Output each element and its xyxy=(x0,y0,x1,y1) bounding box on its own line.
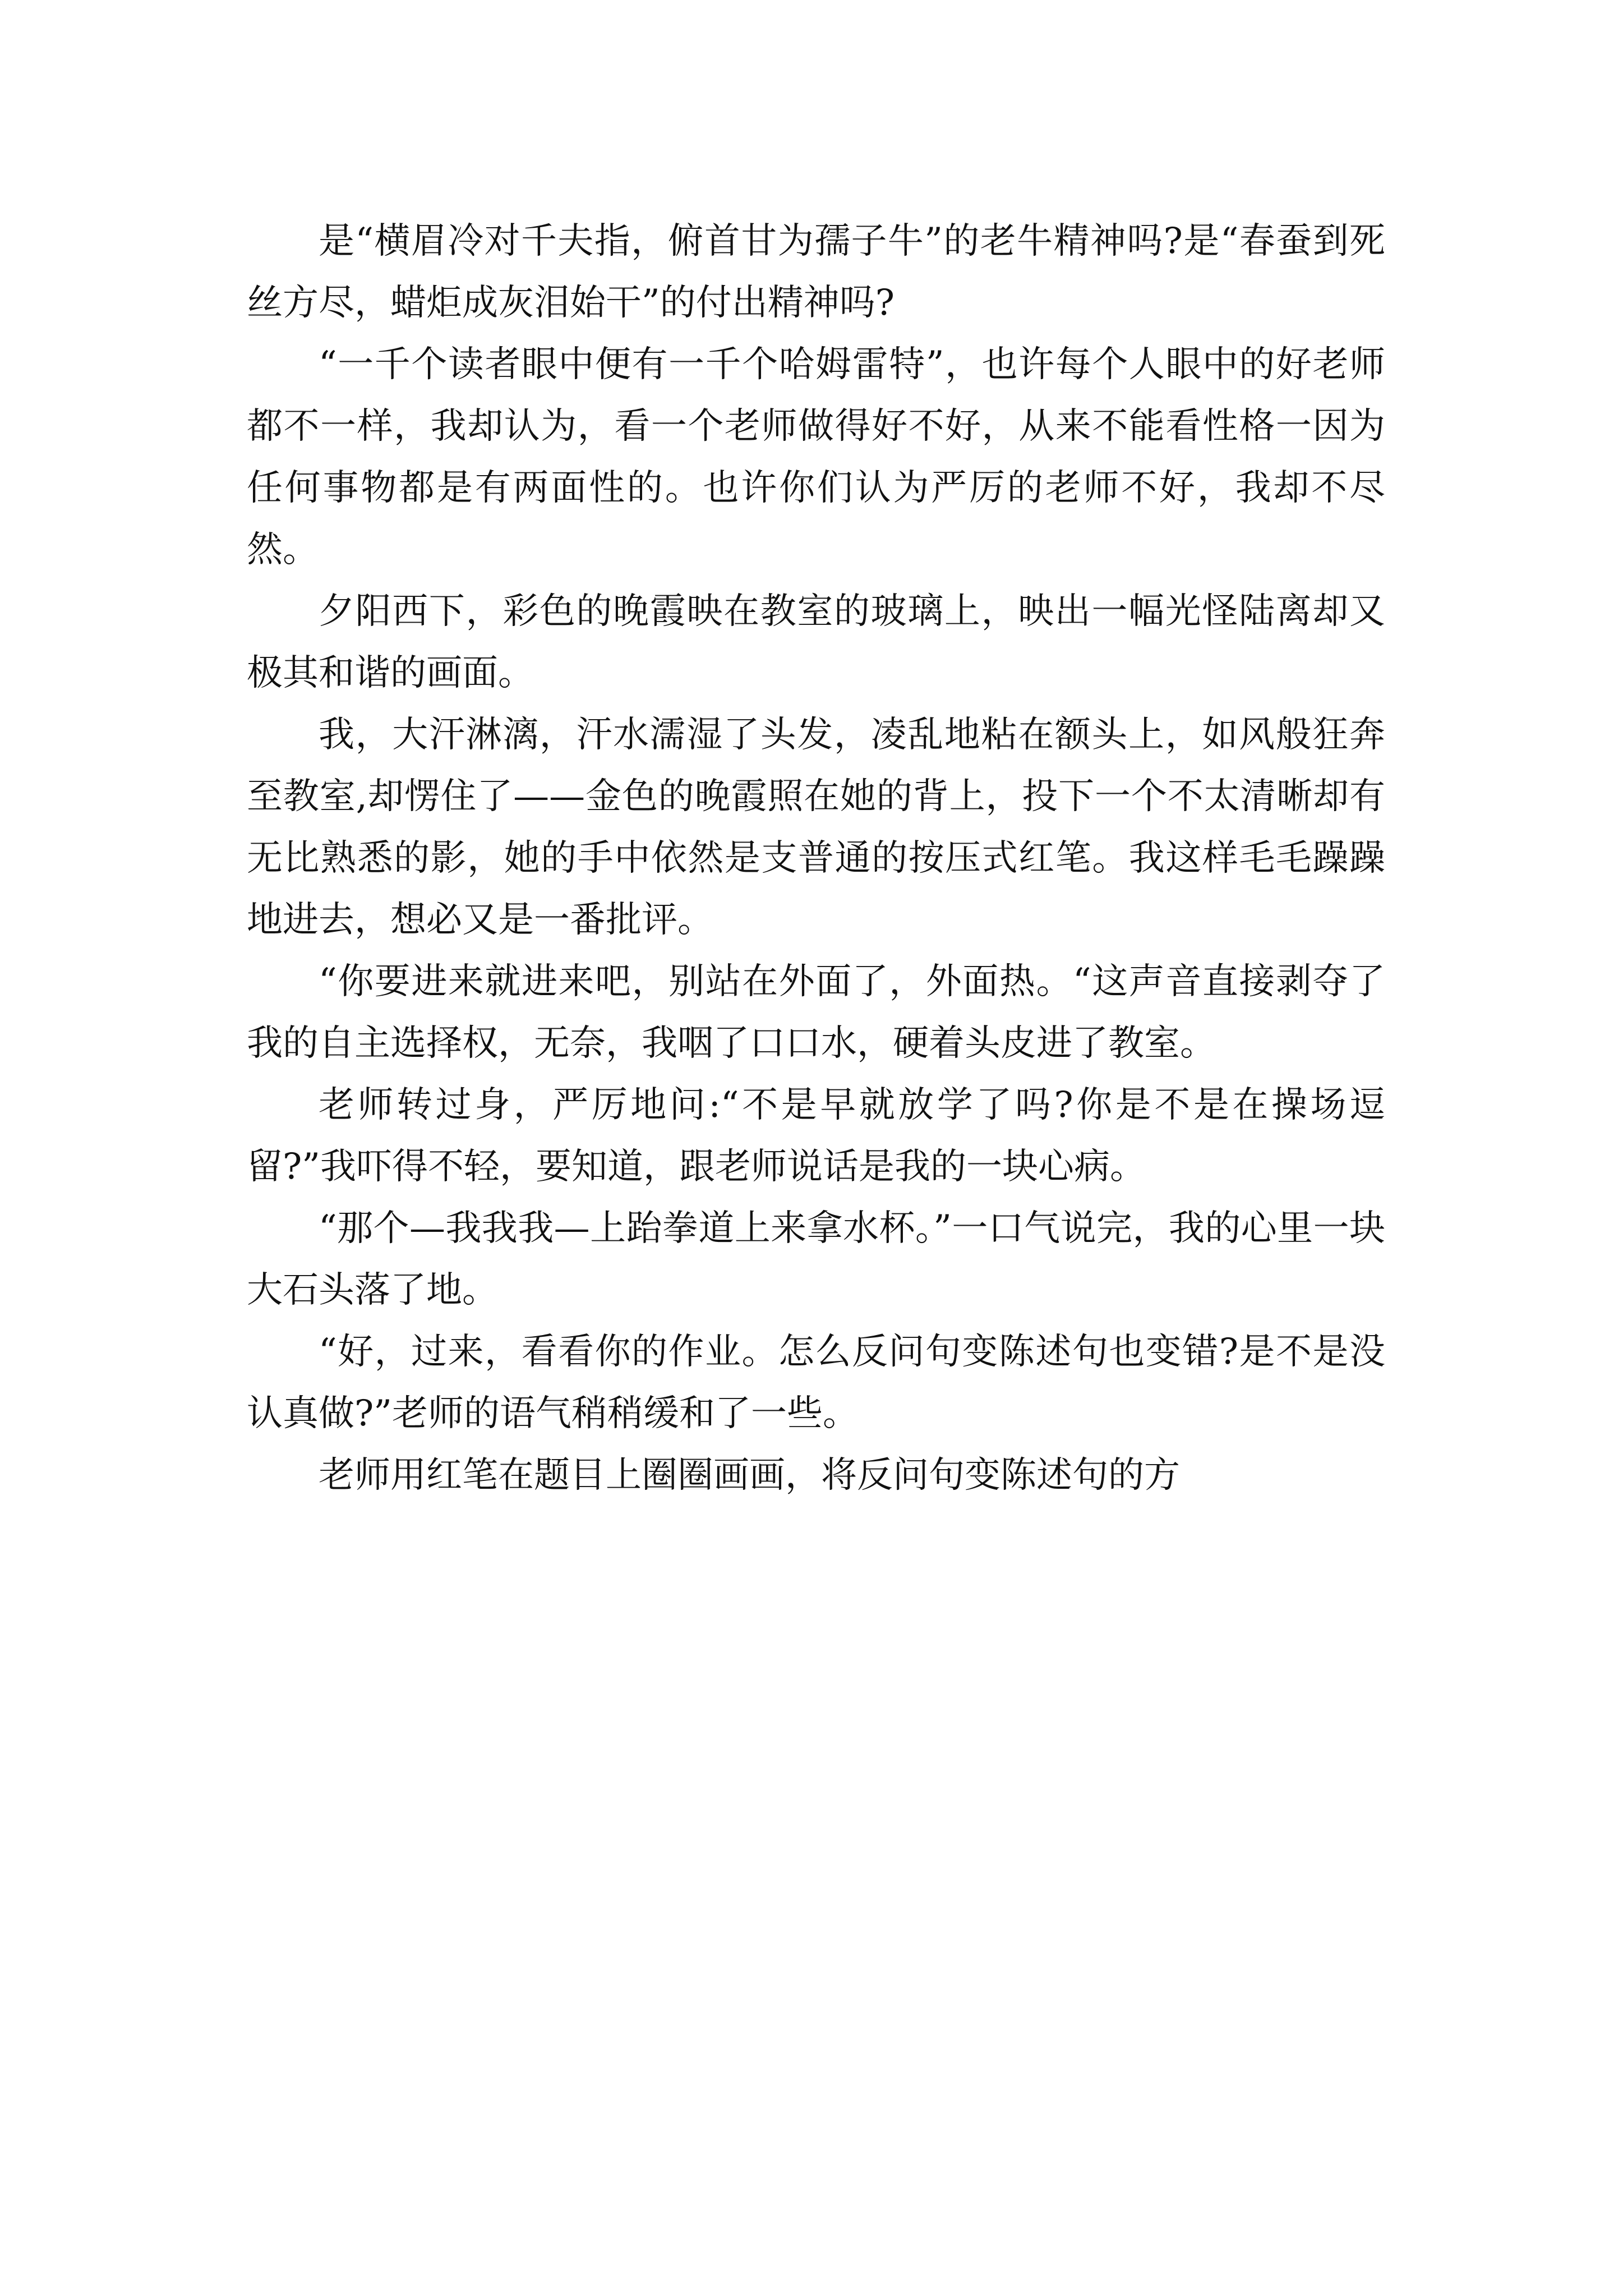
paragraph-5: “你要进来就进来吧，别站在外面了，外面热。“这声音直接剥夺了我的自主选择权，无奈，我咽了口口水，硬着头皮进了教室。 xyxy=(247,961,1385,1064)
essay-body xyxy=(247,210,1385,1506)
paragraph-8: “好，过来，看看你的作业。怎么反问句变陈述句也变错?是不是没认真做?”老师的语气稍稍缓和了一些。 xyxy=(247,1331,1385,1434)
paragraph-4: 我，大汗淋漓，汗水濡湿了头发，凌乱地粘在额头上，如风般狂奔至教室,却愣住了——金色的晚霞照在她的背上，投下一个不太清晰却有无比熟悉的影，她的手中依然是支普通的按压式红笔。我这样毛毛躁躁地进去，想必又是一番批评。 xyxy=(247,714,1385,941)
paragraph-3: 夕阳西下，彩色的晚霞映在教室的玻璃上，映出一幅光怪陆离却又极其和谐的画面。 xyxy=(247,591,1385,694)
paragraph-1: 是“横眉冷对千夫指，俯首甘为孺子牛”的老牛精神吗?是“春蚕到死丝方尽，蜡炬成灰泪始干”的付出精神吗? xyxy=(247,220,1385,324)
paragraph-2: “一千个读者眼中便有一千个哈姆雷特”，也许每个人眼中的好老师都不一样，我却认为，看一个老师做得好不好，从来不能看性格一因为任何事物都是有两面性的。也许你们认为严厉的老师不好，我却不尽然。 xyxy=(247,344,1385,570)
paragraph-6: 老师转过身，严厉地问:“不是早就放学了吗?你是不是在操场逗留?”我吓得不轻，要知道，跟老师说话是我的一块心病。 xyxy=(247,1084,1385,1188)
paragraph-7: “那个—我我我—上跆拳道上来拿水杯。”一口气说完，我的心里一块大石头落了地。 xyxy=(247,1208,1385,1311)
paragraph-9: 老师用红笔在题目上圈圈画画，将反问句变陈述句的方 xyxy=(319,1455,1180,1496)
